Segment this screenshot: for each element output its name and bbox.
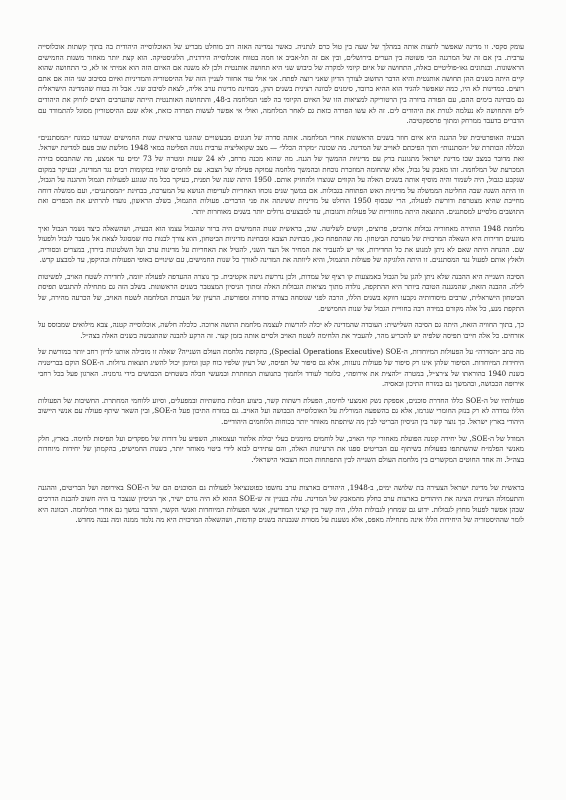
paragraph-7: פעולותיו של ה-SOE כללו החדרת סוכנים, אספקת נשק ואמצעי לחימה, הפעלת רשתות קשר, ביצוע חבלות בתשתיות ובמפעלים, וסיוע ללוחמי המחתרת. החשיבות של הפעולות הללו נמדדה לא רק בנזק החומרי שגרמו, אלא גם בהשפעה המורלית על האוכלוסייה הכבושה ועל האויב. גם במזרח התיכון פעל ה-SOE, ובין השאר שיתף פעולה עם אנשי היישוב היהודי בארץ ישראל. כך נוצר קשר בין הניסיון הבריטי לבין מה שיתפתח מאוחר יותר בכוחות הלוחמים היהודיים. — [38, 395, 525, 426]
paragraph-6: מה כתב ״הסדרה״ על הפעולות המיוחדות, ה-Special Operations Executive) SOE), בתקופת מלחמת העולם השנייה? שאלה זו מובילה אותנו לדיון רחב יותר במורשת של היחידות המיוחדות. הסיפור שלהן אינו רק סיפור של פעולות נועזות, אלא גם סיפור של תפיסה, של רעיון שלפיו כוח קטן ומיומן יכול להשיג תוצאות גדולות. ה-SOE הוקם בבריטניה בשנת 1940 בהוראתו של צ׳רצ׳יל, במטרה ״להצית את אירופה״, כלומר לעודד ולתמוך בתנועות המחתרת ובמעשי חבלה בשטחים הכבושים בידי גרמניה. הארגון פעל בכל רחבי אירופה הכבושה, ובהמשך גם במזרח התיכון ובאסיה. — [38, 347, 525, 389]
paragraph-9: בראשית של מדינת ישראל הצעירה בת שלושה ימים, ב-1948, היהודים בארצות ערב נחשפו כפוטנציאל לפעולות גם הסוכנים הם של ה-SOE באירופה ושל הבריטים, וההגנה והתעמולה הציונית הציגה את היהודים בארצות ערב כחלק מהמאבק של המדינה. עלה בעניין זה ש-SOE ההוא לא היה גורם ישיר, אך הניסיון שנצבר בו היה חשוב להבנת הדרכים שבהן אפשר לפעול מחוץ לגבולות. ידוע גם שמחוץ לגבולות הללו, היה קשר בין קציני המודיעין, אנשי הפעולות המיוחדות ואנשי הקשר, והדבר נמשך גם אחרי המלחמה. הכוונה היא לומר שההיסטוריה של היחידות הללו אינה מתחילה מאפס, אלא נשענת על מסורת שנבנתה בשנים קודמות, ושהשאלה המרכזית היא מה נלמד ממנה ומה נבנה מחדש. — [38, 483, 524, 525]
paragraph-2: הבעיה האופרטיבית של ההגנה היא איום חוזר בשנים הראשונות אחרי המלחמה. אותה סדרה של חגונים מבעשויים שהוגנו בראשית שנות החמישים שנודעו כמונח ״המסתננים״ ונכללה הכותרת של ״הסתננות״ ותוך הפיכתם לאוייב של המדינה. מה שכונה ״מקרה הכלל״ — מצב שקואליציה ערבית גונזה הפליטה במאי 1948 מולשת שוב פעם למדינת ישראל. זאת מדובר במצב שבו מדינת ישראל מתגוננת ברק עם מדיניות ההמשך של הגנה. מה שהוא מכנה מרחב, לא 24 שעות ומטרה של 73 ימים עד אמצע, מה שהתבסס בזירה המכרעת של המלחמה. זהו מאבק על גבול, אלא שהחומה המוזכרת נוכחת ובהמשך מלחמה עמוקה פעילה של הצבא. עם לוחמים שהיו במקומות רבים נגד המדינה, ובעיקר במקום שנקבע כגבול, היה לשמור והיה מוסיף אותה בשנים האלה על הקווים שנוצרו ולהחזיק אותם. 1950 היתה שנה של תפנית, בעיקר בכל מה שנוגע לפעולות תגמול וההגנה על הגבול, וזו היתה השנה שבה החליטה הממשלה על מדיניות האש הפתוחה בגבולות. אם במשך שנים נוכחו האחריות לעדיפות הנושא על המערכת, בבחינת ״המסתננים״, ועם ממשלה דוחה מחייבת שהיא מצטרפת ודורשת לפעולה, הרי שבסוף 1950 הוחלט על מדיניות ששינתה את פני הדברים. פעולות התגמול, בשלב הראשון, נועדו להרתיע את הכפרים ואת התושבים מלסייע למסתננים. התוצאה היתה מחזוריות של פעולות ותגובות, עד למבצעים גדולים יותר בשנים מאוחרות יותר. — [38, 132, 525, 216]
paragraph-1: עומק סקסי. זו מדינה שאפשר לחצות אותה במהלך של שעה בין טול כרם לנתניה. כאשר נמדינה האזה רוב מוחלט מבריע של האוכלוסייה היהודית בה בתוך קשתות אוכלוסייה ערבית. בין אם זה של המרגנה הכי פשוטה בין הערים בירושלים, ובין אם זה תל-אביב או חמה בטווח אוכלוסייה הירדנית, הלוגיסטיקה. הוא קצת יותר מאחור משנות החמישים הראשונות. ובנתונים גאו-פוליטיים כאלה, התחושה של איום קיומי למקרה של כיבוש שני היא תחושה אותנטית ולכן לא משנה אם האיום הזה הוא אמיתי או לא, כי התחושה שהוא קיים היתה בשנים ההן תחושה אותנטית והיא הדבר החשוב לצורך הדיון שאני רוצה לפתח. אני אולי עוד אחזור לעניין הזה של ההיסטוריה והמדיניות ואיום בסיבוב שני הזה אם אתם רוצים. במדינות לא היו, כמה שאפשר להגיד הוא ההיא ברובד, סימנים לכוונה רצינית בשנים ההן, מבחינת מדינות ערב אליה, לצאת לסיבוב שני. אבל זה בטוח שהמדינה הישראלית גם מבחינה בימים ההם, עם הפורה ברורה בין הרטוריקה למציאות הזו של האיום הקיומי בה לפני המלחמה ב-48, והתחושה האותנטית הייתה שהערבים רוצים לזרוק את היהודים לים והתחושה לא נעלמה לגזרת את היהודים לים. זה לא עשו הפרדה כזאת גם לאחר המלחמה, ואולי אי אפשר לעשות הפרדה כזאת, אלא שגם ההיסטוריון מסוגל להתמודד עם הדברים בדעבד ממרחק ומתוך פרספקטיבה. — [38, 42, 524, 126]
paragraph-5: כך, בתוך החוויה הזאת, היתה גם הסיבה השלישית: העובדה שהמדינה לא יכלה להרשות לעצמה מלחמת התשה ארוכה. כלכלה חלשה, אוכלוסייה קטנה, צבא מילואים שמבוסס על אזרחים. כל אלה חייבו תפיסה שלפיה יש להכריע מהר, להעביר את הלחימה לשטח האויב ולסיים אותה בזמן קצר. זה הרקע להבנה שהתגבשה בשנים האלה בצה״ל. — [38, 320, 524, 340]
paragraph-8: המודל של ה-SOE, של יחידה קטנה הפועלת מאחורי קווי האויב, של לוחמים מיומנים בעלי יכולת אלתור ועצמאות, השפיע על דורות של מפקדים ועל תפיסות לחימה. בארץ, חלק מאנשי הפלמ״ח שהשתתפו בפעולות בשיתוף עם הבריטים ספגו את הרעיונות האלה, והם עתידים לבוא לידי ביטוי מאוחר יותר, בשנות החמישים, בהקמתן של יחידות מיוחדות בצה״ל. זה אחד החוטים המקשרים בין מלחמת העולם השנייה לבין התפתחות הכוח הצבאי הישראלי. — [38, 433, 524, 464]
paragraph-4: הסיבה השנייה היא ההבנה שלא ניתן להגן על הגבול באמצעות קו רציף של עמדות, ולכן נדרשת גישה אקטיבית. כך נוצרה ההעדפה לפעולה יזומה, לחדירה לשטח האויב, לפשיטות לילה. ההבנה הזאת, שהמגננה הטובה ביותר היא ההתקפה, נולדה מתוך מציאות הגבולות האלה ומתוך הניסיון המצטבר בשנים הראשונות. בשלב הזה גם מתחילה להתגבש תפיסת הביטחון הישראלית, שרבים מיסודותיה נקבעו דווקא בשנים הללו, הרבה לפני שנוסחה בצורה סדורה ומפורשת. הרעיון של העברת המלחמה לשטח האויב, של הכרעה מהירה, של התקפת מנע, כל אלה מקורם במידה רבה בחוויית הגבול של שנות החמישים. — [38, 271, 524, 313]
paragraph-3: מלחמת 1948 הותירה מאחוריה גבולות ארוכים, פרוצים, וקשים לשליטה. שוב, בראשית שנות החמישים היה ברור שהגבול עצמו הוא הבעיה, ושהשאלה כיצד נשמר הגבול ואיך מונעים חדירות היא השאלה המרכזית של מערכת הביטחון. מה שהתפתח כאן, מבחינת הצבא ומבחינת מדיניות הביטחון, הוא צורך לבנות כוח שמסוגל לצאת אל מעבר לגבול ולפעול שם. ההנחה היתה שאם לא ניתן למנוע את כל החדירות, אזי יש להעביר את המחיר אל הצד השני, להטיל את האחריות על מדינות ערב ועל השלטונות בירדן, במצרים ובסוריה, ולאלץ אותם לפעול נגד המסתננים. זו היתה הלוגיקה של פעולות התגמול, והיא ליוותה את המדינה לאורך כל שנות החמישים, עם שינויים באופי הפעולות ובהיקפן, עד למבצע קדש. — [38, 223, 524, 265]
text-column — [38, 42, 524, 532]
